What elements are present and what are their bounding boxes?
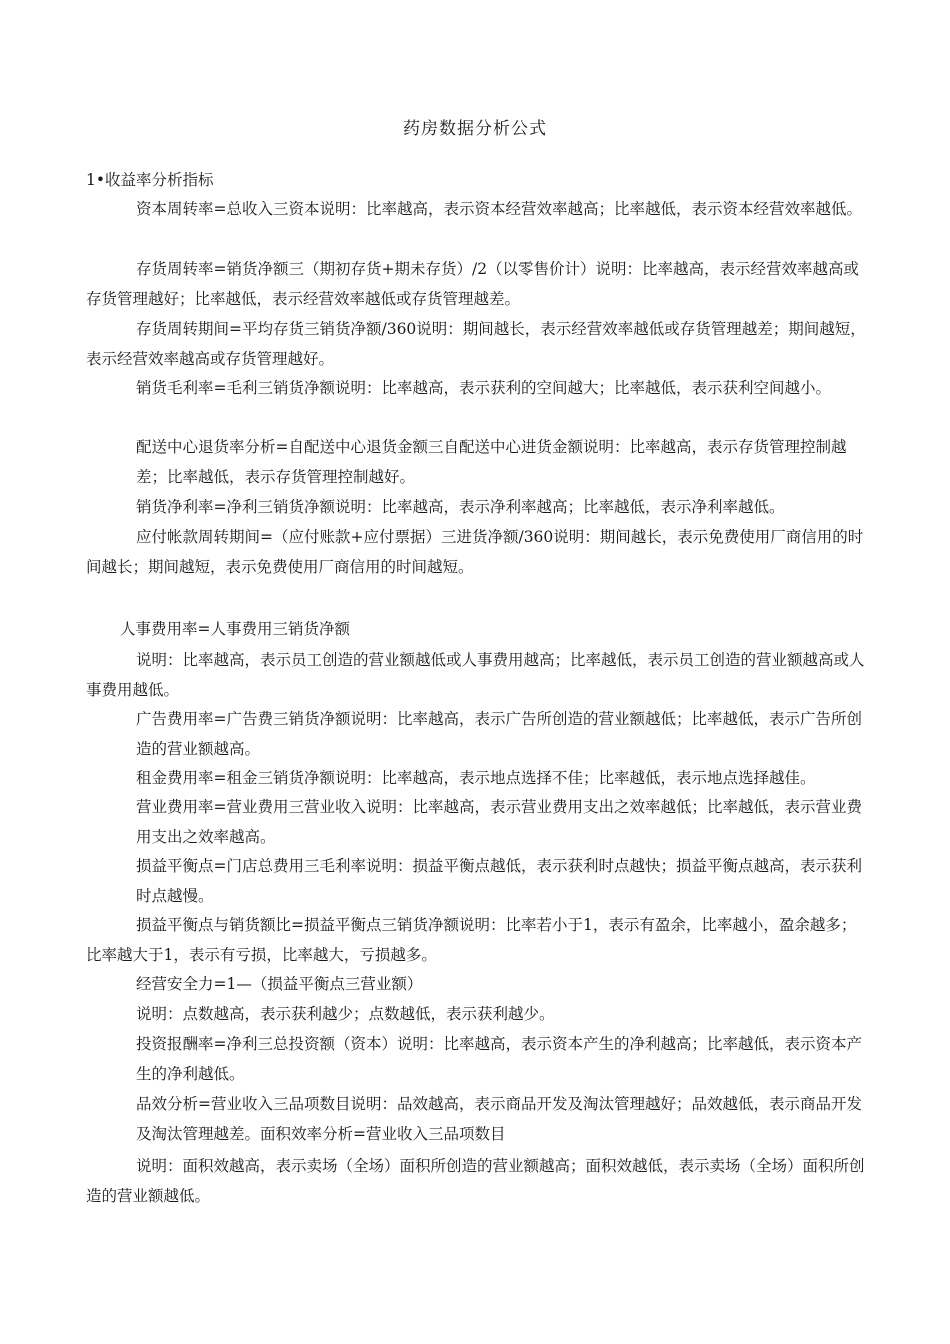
paragraph-inventory-turnover-period: 存货周转期间=平均存货三销货净额/360说明：期间越长，表示经营效率越低或存货管理越差；期间越短，表示经营效率越高或存货管理越好。 — [86, 320, 866, 368]
paragraph-net-profit-rate: 销货净利率=净利三销货净额说明：比率越高，表示净利率越高；比率越低，表示净利率越低。 — [136, 498, 785, 516]
paragraph-inventory-turnover: 存货周转率=销货净额三（期初存货+期未存货）/2（以零售价计）说明：比率越高，表示经营效率越高或存货管理越好；比率越低，表示经营效率越低或存货管理越差。 — [86, 260, 860, 308]
paragraph-area-efficiency-note: 说明：面积效越高，表示卖场（全场）面积所创造的营业额越高；面积效越低，表示卖场（全场）面积所创造的营业额越低。 — [86, 1157, 865, 1205]
paragraph-item-efficiency: 品效分析=营业收入三品项数目说明：品效越高，表示商品开发及淘汰管理越好；品效越低，表示商品开发及淘汰管理越差。面积效率分析=营业收入三品项数目 — [136, 1095, 862, 1143]
paragraph-break-even-sales-ratio: 损益平衡点与销货额比=损益平衡点三销货净额说明：比率若小于1，表示有盈余，比率越小，盈余越多；比率越大于1，表示有亏损，比率越大，亏损越多。 — [86, 916, 857, 964]
paragraph-personnel-note: 说明：比率越高，表示员工创造的营业额越低或人事费用越高；比率越低，表示员工创造的营业额越高或人事费用越低。 — [86, 651, 865, 699]
paragraph-return-rate: 配送中心退货率分析=自配送中心退货金额三自配送中心进货金额说明：比率越高，表示存货管理控制越差；比率越低，表示存货管理控制越好。 — [136, 438, 847, 486]
paragraph-capital-turnover: 资本周转率=总收入三资本说明：比率越高，表示资本经营效率越高；比率越低，表示资本经营效率越低。 — [136, 200, 862, 218]
paragraph-safety-note: 说明：点数越高，表示获利越少；点数越低，表示获利越少。 — [136, 1005, 555, 1023]
paragraph-advertising-rate: 广告费用率=广告费三销货净额说明：比率越高，表示广告所创造的营业额越低；比率越低，表示广告所创造的营业额越高。 — [136, 710, 862, 758]
paragraph-gross-margin: 销货毛利率=毛利三销货净额说明：比率越高，表示获利的空间越大；比率越低，表示获利空间越小。 — [136, 379, 831, 397]
section-heading-personnel-cost: 人事费用率=人事费用三销货净额 — [120, 620, 350, 638]
section-heading-profitability: 1•收益率分析指标 — [86, 171, 214, 189]
paragraph-rent-rate: 租金费用率=租金三销货净额说明：比率越高，表示地点选择不佳；比率越低，表示地点选择越佳。 — [136, 769, 816, 787]
paragraph-roi: 投资报酬率=净利三总投资额（资本）说明：比率越高，表示资本产生的净利越高；比率越低，表示资本产生的净利越低。 — [136, 1035, 862, 1083]
paragraph-operating-safety: 经营安全力=1—（损益平衡点三营业额） — [136, 975, 423, 993]
paragraph-operating-expense-rate: 营业费用率=营业费用三营业收入说明：比率越高，表示营业费用支出之效率越低；比率越低，表示营业费用支出之效率越高。 — [136, 798, 862, 846]
paragraph-payables-period: 应付帐款周转期间=（应付账款+应付票据）三进货净额/360说明：期间越长，表示免费使用厂商信用的时间越长；期间越短，表示免费使用厂商信用的时间越短。 — [86, 528, 864, 576]
paragraph-break-even-point: 损益平衡点=门店总费用三毛利率说明：损益平衡点越低，表示获利时点越快；损益平衡点越高，表示获利时点越慢。 — [136, 857, 862, 905]
document-title: 药房数据分析公式 — [403, 119, 547, 139]
